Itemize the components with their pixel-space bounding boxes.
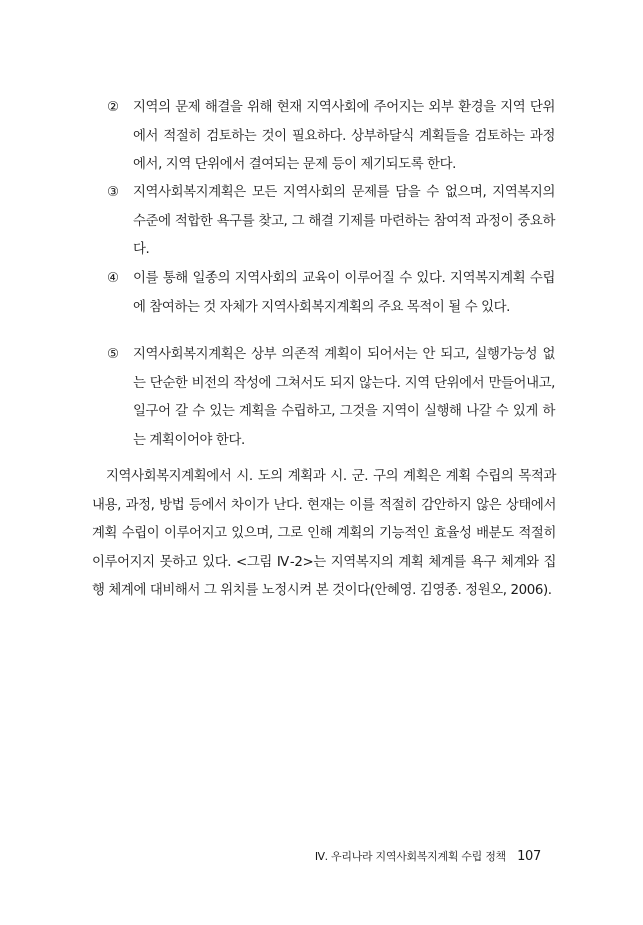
item-marker: ⑤ <box>107 347 119 362</box>
list-item-5 <box>107 341 555 455</box>
page-number: 107 <box>517 849 541 864</box>
body-paragraph: 지역사회복지계획에서 시. 도의 계획과 시. 군. 구의 계획은 계획 수립의 목적과 내용, 과정, 방법 등에서 차이가 난다. 현재는 이를 적절히 감안하지 않은 상태에서 계획 수립이 이루어지고 있으며, 그로 인해 계획의 기능적인 효율성 배분도 적절히 이루어지지 못하고 있다. <그림 Ⅳ-2>는 지역복지의 계획 체계를 욕구 체계와 집행 체계에 대비해서 그 위치를 노정시켜 본 것이다(안혜영. 김영종. 정원오, 2006). <box>92 469 556 598</box>
item-text: 이를 통해 일종의 지역사회의 교육이 이루어질 수 있다. 지역복지계획 수립에 참여하는 것 자체가 지역사회복지계획의 주요 목적이 될 수 있다. <box>133 271 555 315</box>
item-text: 지역사회복지계획은 상부 의존적 계획이 되어서는 안 되고, 실행가능성 없는 단순한 비전의 작성에 그쳐서도 되지 않는다. 지역 단위에서 만들어내고, 일구어 갈 수 있는 계획을 수립하고, 그것을 지역이 실행해 나갈 수 있게 하는 계획이어야 한다. <box>133 347 555 448</box>
list-item-4 <box>107 265 555 322</box>
list-item-2 <box>107 94 555 180</box>
page-footer <box>315 848 541 864</box>
item-marker: ③ <box>107 185 119 200</box>
item-marker: ④ <box>107 271 119 286</box>
chapter-title: Ⅳ. 우리나라 지역사회복지계획 수립 정책 <box>314 850 506 863</box>
item-marker: ② <box>107 100 119 115</box>
item-text: 지역사회복지계획은 모든 지역사회의 문제를 담을 수 없으며, 지역복지의 수준에 적합한 욕구를 찾고, 그 해결 기제를 마련하는 참여적 과정이 중요하다. <box>133 185 555 257</box>
list-item-3 <box>107 179 555 265</box>
item-text: 지역의 문제 해결을 위해 현재 지역사회에 주어지는 외부 환경을 지역 단위에서 적절히 검토하는 것이 필요하다. 상부하달식 계획들을 검토하는 과정에서, 지역 단위에서 결여되는 문제 등이 제기되도록 한다. <box>133 100 555 172</box>
